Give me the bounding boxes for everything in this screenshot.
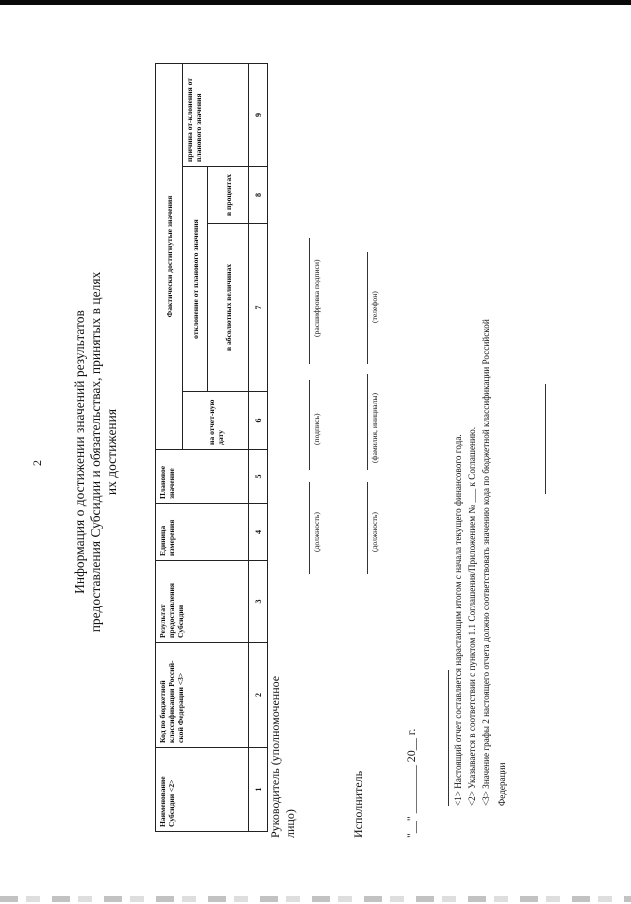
footnote-3-line-1: <3> Значение графы 2 настоящего отчета должно соответствовать значению кода по бюджетной классификации Российской <box>481 319 491 806</box>
header-deviation: отклонение от планового значения <box>183 167 208 392</box>
phone-line <box>367 252 368 364</box>
signature-caption: (подпись) <box>312 413 321 445</box>
column-number: 3 <box>249 561 268 643</box>
column-number: 8 <box>249 167 268 224</box>
signature-line <box>309 380 310 470</box>
header-subsidy-name: Наименование Субсидии <2> <box>156 748 249 832</box>
position-line <box>309 482 310 574</box>
position-caption: (должность) <box>312 512 321 552</box>
head-label-line-1: Руководитель (уполномоченное <box>268 675 282 838</box>
header-budget-code: Код по бюджетной классификации Россий-ской Федерации <3> <box>156 643 249 748</box>
date-field: "__" ________ 20__ г. <box>404 728 418 838</box>
bottom-rule <box>545 384 546 494</box>
executor-name-line <box>367 374 368 470</box>
column-number: 7 <box>249 224 268 392</box>
header-actual-values: Фактически достигнутые значения <box>156 63 183 449</box>
title-line-3: их достижения <box>104 408 119 496</box>
header-reporting-date: на отчет-ную дату <box>183 392 249 450</box>
executor-name-caption: (фамилия, инициалы) <box>370 392 379 463</box>
executor-position-line <box>367 482 368 574</box>
footnote-3-line-2: Федерации <box>497 762 507 806</box>
title-line-1: Информация о достижении значений результатов <box>72 310 87 594</box>
header-planned-value: Плановое значение <box>156 450 249 504</box>
executor-position-caption: (должность) <box>370 512 379 552</box>
footnote-1: <1> Настоящий отчет составляется нарастающим итогом с начала текущего финансового года. <box>453 434 463 806</box>
decode-caption: (расшифровка подписи) <box>312 259 321 337</box>
title-line-2: предоставления Субсидии и обязательствах, принятых в целях <box>88 271 103 633</box>
executor-label: Исполнитель <box>351 770 365 838</box>
column-number: 1 <box>249 748 268 832</box>
decode-line <box>309 238 310 364</box>
header-absolute: в абсолютных величинах <box>208 224 249 392</box>
column-number: 9 <box>249 63 268 166</box>
header-percent: в процентах <box>208 167 249 224</box>
column-number: 6 <box>249 392 268 450</box>
header-result: Результат предоставления Субсидии <box>156 561 249 643</box>
head-label-line-2: лицо) <box>283 809 297 838</box>
column-number: 2 <box>249 643 268 748</box>
page-number: 2 <box>30 460 44 466</box>
footnote-2: <2> Указывается в соответствии с пунктом 1.1 Соглашения/Приложением № ___ к Соглашению. <box>467 426 477 806</box>
footnote-separator <box>448 670 449 806</box>
header-deviation-reason: причина от-клонения от планового значения <box>183 63 249 166</box>
column-number: 4 <box>249 504 268 561</box>
phone-caption: (телефон) <box>370 291 379 323</box>
header-unit: Единица измерения <box>156 504 249 561</box>
report-table <box>155 63 268 832</box>
column-number: 5 <box>249 450 268 504</box>
